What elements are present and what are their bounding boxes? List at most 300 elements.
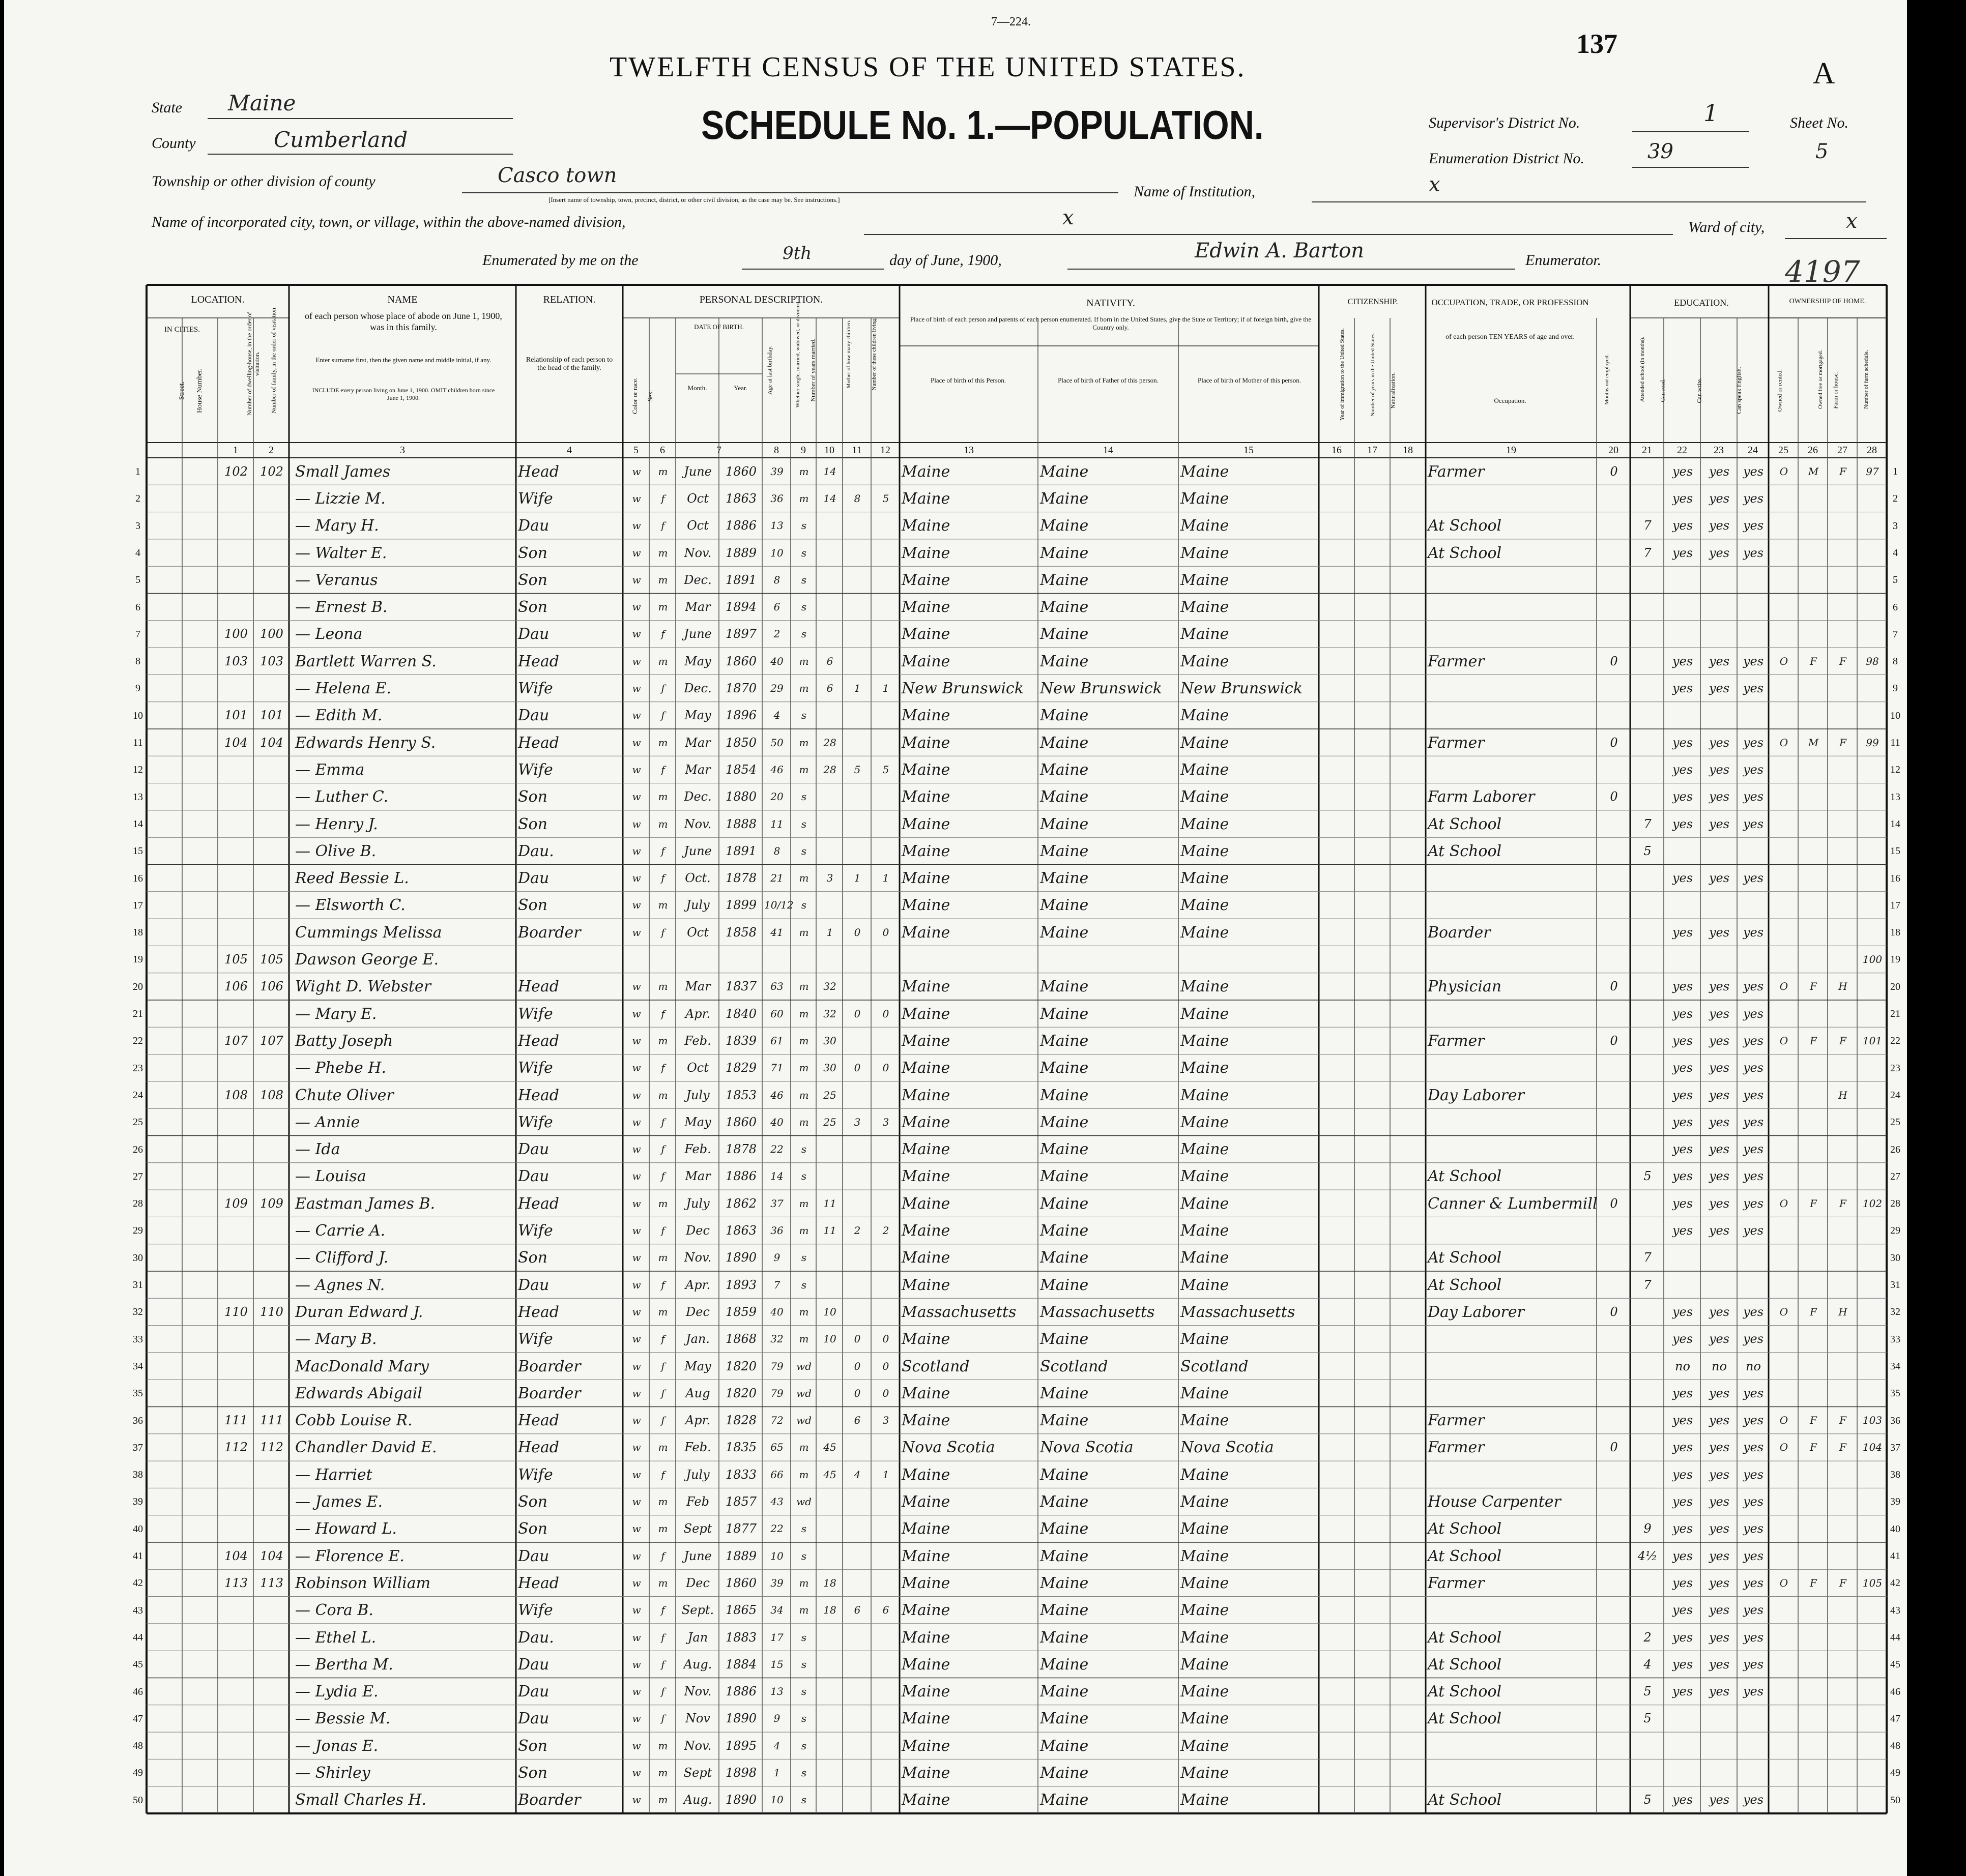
cell-color: w [632,1387,641,1399]
township-note: [Insert name of township, town, precinct, district, or other civil division, as the case may be. See instructions.] [548,196,840,203]
cell-write: yes [1709,1115,1730,1129]
hdr-owned-free: Owned free or mortgaged. [1817,349,1824,409]
line-number-left: 39 [133,1496,143,1508]
cell-sex: m [658,1197,668,1210]
cell-mother-birth: Maine [1180,1655,1229,1674]
cell-living: 5 [882,763,889,776]
cell-birth: Maine [902,815,950,833]
cell-age: 9 [773,1712,780,1725]
cell-english: yes [1743,1196,1764,1211]
cell-mother-birth: New Brunswick [1180,680,1303,698]
hdr-months-not-employed: Months not employed. [1604,354,1610,405]
cell-father: Maine [1040,734,1089,752]
cell-relation: Wife [518,1113,553,1131]
hdr-location: LOCATION. [191,294,245,305]
cell-farm: F [1839,1414,1846,1427]
cell-free: F [1810,1305,1817,1318]
cell-free: M [1808,465,1819,478]
cell-read: yes [1672,681,1693,696]
cell-sex: f [661,682,665,695]
line-number-left: 4 [135,547,140,559]
cell-name: — Helena E. [295,680,391,698]
cell-occupation: At School [1428,517,1502,535]
cell-write: yes [1709,545,1730,560]
cell-father: Maine [1040,1167,1089,1186]
line-number-left: 31 [133,1279,143,1291]
cell-relation: Boarder [518,1791,581,1809]
cell-age: 15 [770,1658,784,1670]
cell-month: July [686,898,710,913]
cell-marital: s [801,1251,807,1264]
cell-mother-birth: Maine [1180,517,1229,535]
line-number-left: 49 [133,1767,143,1779]
line-number-right: 5 [1893,574,1898,586]
cell-dwelling: 104 [224,735,248,750]
cell-occupation: Farmer [1428,734,1485,752]
hdr-in-cities: IN CITIES. [164,326,200,334]
cell-father: Maine [1040,1520,1089,1538]
cell-read: yes [1672,1304,1693,1319]
cell-years-married: 3 [826,872,833,885]
cell-write: yes [1709,1793,1730,1807]
cell-relation: Wife [518,1222,553,1240]
cell-read: yes [1672,491,1693,506]
line-number-left: 14 [133,818,143,830]
cell-occupation: Boarder [1428,923,1491,942]
cell-age: 4 [773,1739,780,1752]
cell-marital: wd [796,1496,812,1508]
cell-name: Eastman James B. [295,1194,436,1213]
state-label: State [152,99,182,116]
hdr-name-note1: Enter surname first, then the given name and middle initial, if any. [315,356,492,364]
cell-mother: 0 [854,1062,861,1074]
cell-color: w [632,790,641,803]
column-number: 22 [1677,445,1687,456]
cell-relation: Son [518,1493,547,1511]
column-number: 3 [400,445,405,456]
line-number-right: 27 [1890,1170,1900,1182]
cell-birth: Maine [902,652,950,670]
column-number: 19 [1506,445,1516,456]
cell-year: 1886 [725,1684,757,1699]
cell-age: 17 [770,1631,784,1644]
cell-color: w [632,1631,641,1644]
cell-sex: f [661,1387,665,1399]
cell-sex: m [658,465,668,478]
cell-birth: Maine [902,544,950,562]
hdr-children-living: Number of these children living. [871,317,877,391]
cell-color: w [632,1062,641,1074]
cell-dwelling: 106 [224,979,248,994]
cell-age: 10 [770,1794,784,1806]
line-number-right: 22 [1890,1035,1900,1047]
cell-father: Maine [1040,760,1089,779]
cell-relation: Son [518,896,547,915]
cell-english: yes [1743,1169,1764,1184]
cell-color: w [632,519,641,532]
line-number-left: 22 [133,1035,143,1047]
column-number: 12 [880,445,890,456]
cell-living: 1 [882,1468,889,1481]
cell-month: Mar [685,600,711,614]
line-number-left: 37 [133,1442,143,1453]
cell-age: 8 [773,573,780,586]
cell-relation: Head [518,1032,560,1050]
cell-birth: Maine [902,1574,950,1592]
cell-father: Maine [1040,923,1089,942]
line-number-left: 40 [133,1523,143,1535]
cell-birth: Maine [902,1384,950,1402]
cell-dwelling: 101 [224,708,248,723]
line-number-right: 20 [1890,981,1900,992]
cell-marital: s [801,1278,807,1291]
cell-read: yes [1672,1413,1693,1428]
cell-marital: s [801,601,807,613]
line-number-right: 45 [1890,1659,1900,1670]
hdr-years-in-us: Number of years in the United States. [1370,332,1376,417]
cell-father: Maine [1040,1140,1089,1159]
cell-sex: f [661,1631,665,1644]
cell-month: Mar [685,1169,711,1184]
cell-write: yes [1709,681,1730,696]
cell-write: yes [1709,1169,1730,1184]
column-number: 20 [1608,445,1618,456]
corner-letter: A [1813,56,1835,90]
line-number-left: 38 [133,1469,143,1481]
sheet-value: 5 [1815,140,1829,163]
cell-mother-birth: Maine [1180,1547,1229,1565]
cell-year: 1860 [725,1575,757,1590]
cell-mother: 0 [854,1007,861,1020]
column-number: 27 [1837,445,1847,456]
cell-father: Maine [1040,517,1089,535]
cell-name: — Shirley [295,1764,370,1782]
cell-color: w [632,628,641,640]
hdr-month: Month. [687,384,707,392]
cell-occupation: At School [1428,1683,1502,1701]
cell-marital: m [799,1224,809,1237]
cell-relation: Boarder [518,1357,581,1375]
cell-read: yes [1672,871,1693,886]
cell-school: 7 [1643,1277,1652,1292]
line-number-right: 24 [1890,1089,1900,1101]
cell-occupation: Farmer [1428,1439,1485,1457]
enumerated-mid: day of June, 1900, [889,252,1002,269]
cell-marital: s [801,1549,807,1562]
cell-birth: Maine [902,489,950,508]
cell-farm: F [1839,1197,1846,1210]
hdr-relation-desc: Relationship of each person to the head of the family. [526,356,613,372]
institution-value: x [1429,173,1440,196]
cell-mother-birth: Maine [1180,544,1229,562]
cell-read: yes [1672,735,1693,750]
hdr-year: Year. [734,384,747,392]
line-number-right: 19 [1890,954,1900,965]
cell-sex: f [661,1278,665,1291]
cell-month: Feb [686,1494,709,1509]
cell-marital: s [801,1522,807,1535]
line-number-left: 21 [133,1008,143,1019]
cell-sex: f [661,1143,665,1156]
cell-english: yes [1743,1223,1764,1238]
cell-school: 5 [1643,843,1652,858]
cell-month: July [686,1088,710,1102]
cell-name: — Edith M. [295,707,383,725]
census-sheet [4,0,1907,1876]
cell-marital: s [801,628,807,640]
cell-years-married: 28 [823,736,836,749]
cell-schedule: 98 [1866,655,1879,667]
cell-age: 40 [770,1305,784,1318]
line-number-left: 5 [135,574,140,586]
cell-write: yes [1709,925,1730,940]
cell-years-married: 10 [823,1333,836,1345]
cell-marital: m [799,1007,809,1020]
cell-year: 1820 [725,1386,757,1400]
cell-months: 0 [1610,735,1618,750]
cell-birth: Maine [902,1683,950,1701]
cell-family: 101 [260,708,283,723]
cell-father: Maine [1040,1086,1089,1104]
cell-relation: Dau. [518,842,554,860]
cell-year: 1829 [725,1061,757,1075]
cell-age: 4 [773,709,780,722]
cell-mother: 0 [854,1387,861,1399]
cell-month: Feb. [684,1033,711,1048]
cell-relation: Son [518,788,547,806]
cell-sex: f [661,709,665,722]
column-number: 28 [1867,445,1877,456]
cell-family: 102 [260,464,283,479]
cell-sex: f [661,1549,665,1562]
cell-month: Nov. [684,816,712,831]
cell-father: Maine [1040,598,1089,617]
hdr-relation-title: RELATION. [543,294,596,305]
cell-mother-birth: Maine [1180,1276,1229,1294]
cell-name: Dawson George E. [295,951,439,969]
line-number-right: 3 [1893,520,1898,532]
cell-color: w [632,709,641,722]
cell-birth: New Brunswick [902,680,1024,698]
cell-birth: Maine [902,1249,950,1267]
cell-occupation: Farmer [1428,462,1485,481]
cell-years-married: 25 [823,1116,836,1128]
cell-occupation: At School [1428,544,1502,562]
cell-family: 112 [260,1440,283,1455]
cell-write: yes [1709,1196,1730,1211]
cell-father: Maine [1040,1059,1089,1077]
cell-age: 22 [770,1522,784,1535]
cell-color: w [632,1794,641,1806]
line-number-left: 44 [133,1631,143,1643]
cell-father: Maine [1040,1683,1089,1701]
cell-age: 6 [773,601,780,613]
cell-month: Dec. [684,681,712,696]
cell-year: 1860 [725,654,757,668]
cell-name: Chute Oliver [295,1086,394,1104]
cell-relation: Head [518,1574,560,1592]
hdr-sex: Sex. [646,390,654,402]
cell-mother: 0 [854,1360,861,1372]
cell-birth: Maine [902,598,950,617]
cell-father: Maine [1040,788,1089,806]
line-number-left: 36 [133,1415,143,1426]
hdr-occupation: Occupation. [1494,397,1526,404]
cell-color: w [632,573,641,586]
cell-occupation: At School [1428,842,1502,860]
cell-color: w [632,926,641,939]
cell-write: yes [1709,789,1730,804]
cell-schedule: 102 [1862,1197,1883,1210]
cell-relation: Wife [518,1330,553,1349]
cell-year: 1880 [725,789,757,804]
cell-name: — Howard L. [295,1520,397,1538]
cell-color: w [632,1170,641,1183]
line-number-left: 11 [133,737,143,748]
cell-year: 1833 [725,1467,757,1482]
line-number-left: 43 [133,1604,143,1616]
cell-years-married: 45 [823,1441,836,1454]
cell-read: yes [1672,1793,1693,1807]
line-number-right: 12 [1890,764,1900,776]
cell-birth: Maine [902,1493,950,1511]
line-number-right: 42 [1890,1577,1900,1589]
cell-birth: Maine [902,1791,950,1809]
cell-living: 0 [882,1007,889,1020]
cell-schedule: 105 [1862,1576,1883,1589]
cell-relation: Son [518,598,547,617]
cell-farm: F [1839,465,1846,478]
cell-sex: m [658,1089,668,1101]
cell-name: — Bertha M. [295,1655,393,1674]
hdr-date-of-birth: DATE OF BIRTH. [694,323,744,331]
cell-month: Mar [685,979,711,994]
cell-month: Dec [686,1304,710,1319]
cell-year: 1868 [725,1332,757,1346]
cell-month: May [684,708,711,723]
cell-age: 37 [770,1197,784,1210]
column-number: 7 [716,445,721,456]
hdr-years-married: Number of years married. [809,338,817,402]
cell-years-married: 28 [823,763,836,776]
cell-read: no [1675,1359,1690,1373]
column-number: 13 [964,445,974,456]
cell-mother: 1 [854,872,861,885]
cell-farm: F [1839,736,1846,749]
cell-month: Apr. [685,1006,711,1021]
cell-age: 72 [770,1414,784,1427]
cell-school: 2 [1643,1630,1652,1645]
cell-marital: s [801,1658,807,1670]
cell-write: yes [1709,1006,1730,1021]
column-number: 1 [233,445,238,456]
cell-month: Dec [686,1575,710,1590]
cell-marital: wd [796,1387,812,1399]
cell-months: 0 [1610,1440,1618,1455]
line-number-left: 48 [133,1740,143,1752]
cell-sex: m [658,1767,668,1779]
cell-age: 71 [770,1062,784,1074]
cell-marital: wd [796,1414,812,1427]
cell-year: 1857 [725,1494,757,1509]
line-number-left: 20 [133,981,143,992]
cell-month: Aug [685,1386,710,1400]
column-number: 8 [774,445,779,456]
cell-age: 40 [770,1116,784,1128]
cell-write: yes [1709,464,1730,479]
cell-color: w [632,1522,641,1535]
cell-name: — Olive B. [295,842,377,860]
cell-living: 6 [882,1604,889,1617]
line-number-right: 25 [1890,1117,1900,1128]
cell-sex: m [658,546,668,559]
cell-father: Maine [1040,1601,1089,1620]
line-number-left: 2 [135,493,140,505]
cell-color: w [632,1496,641,1508]
line-number-left: 32 [133,1306,143,1318]
cell-name: — Ethel L. [295,1628,377,1647]
cell-mother-birth: Maine [1180,869,1229,888]
cell-father: Maine [1040,896,1089,915]
cell-marital: m [799,655,809,667]
cell-family: 109 [260,1196,283,1211]
cell-father: Maine [1040,1547,1089,1565]
cell-mother-birth: Maine [1180,1601,1229,1620]
cell-name: Wight D. Webster [295,978,431,996]
cell-dwelling: 113 [224,1575,248,1590]
cell-marital: m [799,1468,809,1481]
line-number-left: 7 [135,628,140,640]
cell-age: 21 [770,872,784,885]
cell-month: Feb. [684,1440,711,1455]
line-number-left: 18 [133,927,143,939]
line-number-right: 17 [1890,899,1900,911]
cell-relation: Son [518,1520,547,1538]
cell-father: Maine [1040,489,1089,508]
hdr-ownership: OWNERSHIP OF HOME. [1789,298,1866,305]
cell-mother-birth: Maine [1180,815,1229,833]
cell-father: Maine [1040,652,1089,670]
column-number: 6 [660,445,665,456]
cell-birth: Maine [902,625,950,643]
cell-english: yes [1743,1575,1764,1590]
cell-month: Sept. [681,1603,714,1618]
cell-birth: Maine [902,1276,950,1294]
line-number-right: 9 [1893,683,1898,694]
cell-month: Feb. [684,1142,711,1157]
county-label: County [152,135,196,152]
cell-color: w [632,1441,641,1454]
cell-occupation: At School [1428,815,1502,833]
cell-age: 22 [770,1143,784,1156]
cell-name: — James E. [295,1493,383,1511]
cell-birth: Scotland [902,1357,970,1375]
hdr-citizenship: CITIZENSHIP. [1347,298,1398,306]
cell-sex: f [661,1333,665,1345]
cell-living: 2 [882,1224,889,1237]
cell-birth: Maine [902,1710,950,1728]
cell-mother-birth: Maine [1180,1628,1229,1647]
state-value: Maine [228,91,296,115]
cell-relation: Son [518,544,547,562]
cell-read: yes [1672,1115,1693,1129]
cell-father: Maine [1040,1194,1089,1213]
line-number-left: 24 [133,1089,143,1101]
cell-marital: m [799,1441,809,1454]
cell-birth: Maine [902,923,950,942]
cell-age: 41 [770,926,784,939]
cell-name: Edwards Abigail [295,1384,422,1402]
